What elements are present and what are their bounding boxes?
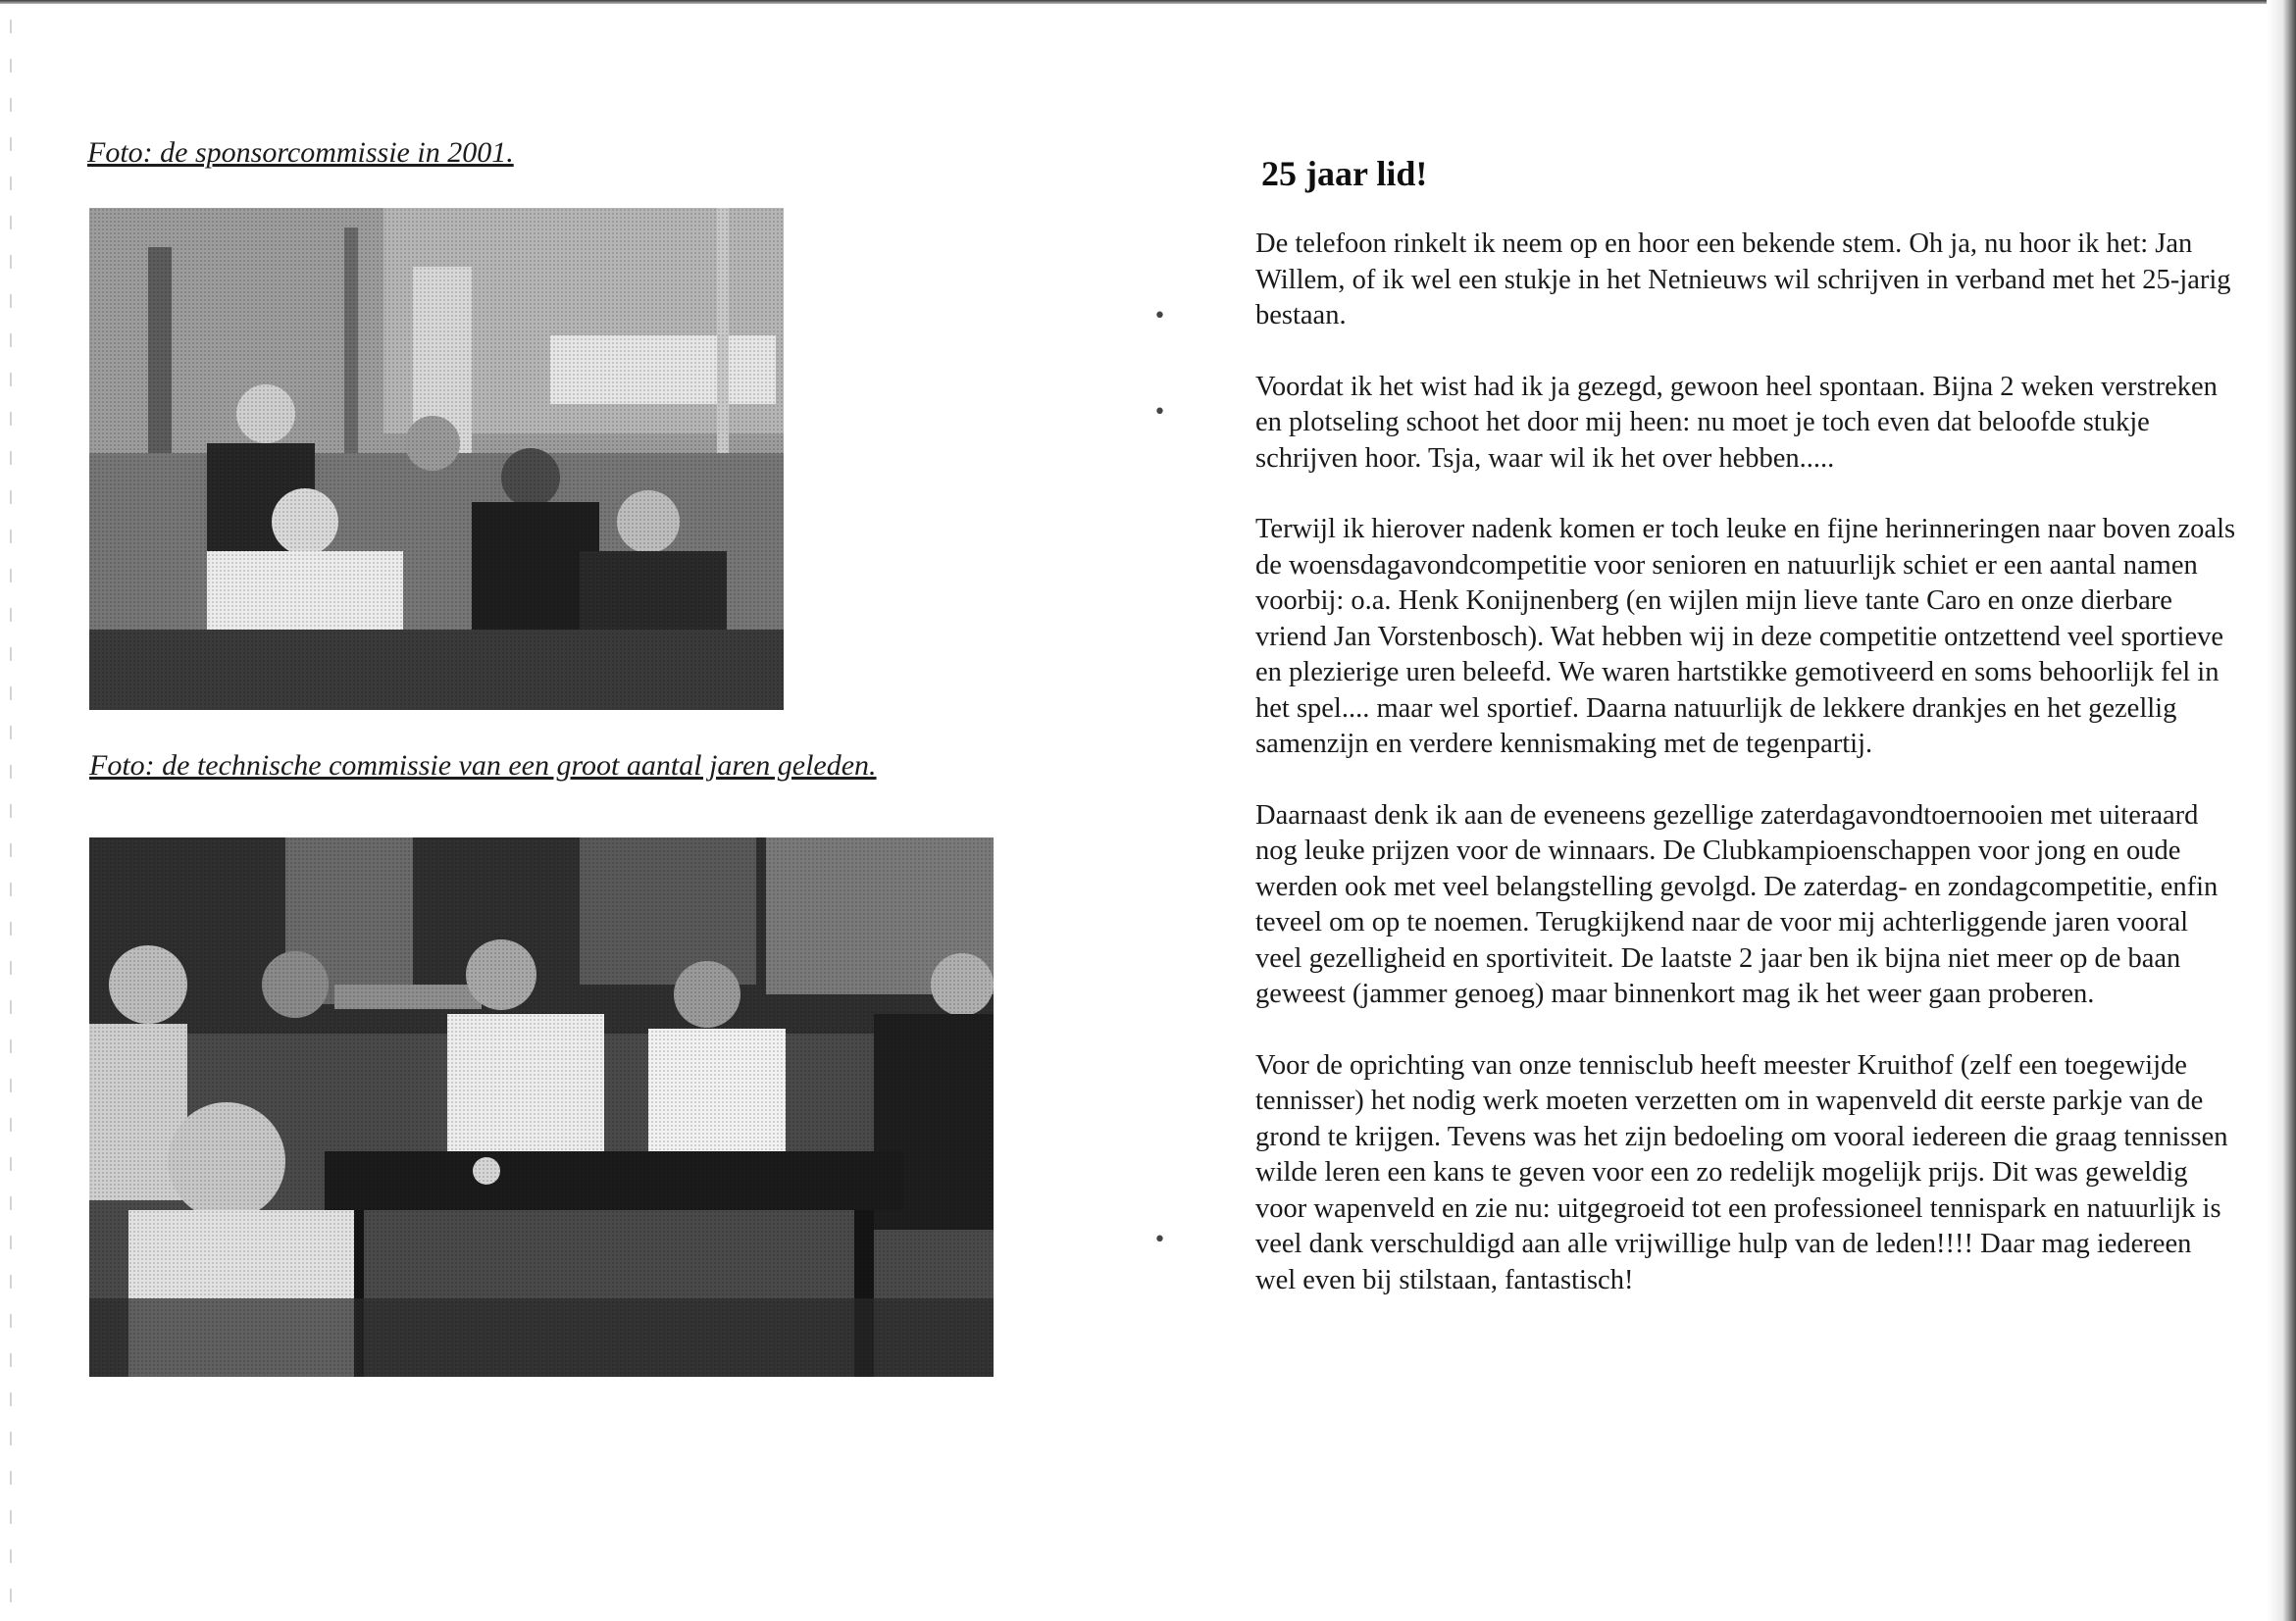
article xyxy=(1255,152,2236,1334)
article-paragraph: Daarnaast denk ik aan de eveneens gezellige zaterdagavondtoernooien met uiteraard nog leuke prijzen voor de winnaars. De Clubkampioenschappen voor jong en oude werden ook met veel belangstelling gevolgd. De zaterdag- en zondagcompetitie, enfin teveel om op te noemen. Terugkijkend naar de voor mij achterliggende jaren vooral veel gezelligheid en sportiviteit. De laatste 2 jaar ben ik bijna niet meer op de baan geweest (jammer genoeg) maar binnenkort mag ik het weer gaan proberen. xyxy=(1255,799,2219,1009)
scan-edge-right xyxy=(2267,0,2296,1621)
photo-sponsorcommissie xyxy=(89,208,784,710)
scan-edge-top xyxy=(0,0,2296,4)
article-paragraph: Voordat ik het wist had ik ja gezegd, gewoon heel spontaan. Bijna 2 weken verstreken en plotseling schoot het door mij heen: nu moet je toch even dat beloofde stukje schrijven hoor. Tsja, waar wil ik het over hebben..... xyxy=(1255,371,2218,474)
article-paragraph: Terwijl ik hierover nadenk komen er toch leuke en fijne herinneringen naar boven zoals de woensdagavondcompetitie voor senioren en natuurlijk schiet er een aantal namen voorbij: o.a. Henk Konijnenberg (en wijlen mijn lieve tante Caro en onze dierbare vriend Jan Vorstenbosch). Wat hebben wij in deze competitie ontzettend veel sportieve en plezierige uren beleefd. We waren hartstikke gemotiveerd en soms behoorlijk fel in het spel.... maar wel sportief. Daarna natuurlijk de lekkere drankjes en het gezellig samenzijn en verdere kennismaking met de tegenpartij. xyxy=(1255,514,2236,759)
article-title: 25 jaar lid! xyxy=(1261,154,1428,193)
article-paragraph: De telefoon rinkelt ik neem op en hoor een bekende stem. Oh ja, nu hoor ik het: Jan Willem, of ik wel een stukje in het Netnieuws wil schrijven in verband met het 25-jarig bestaan. xyxy=(1255,228,2231,330)
photo-caption-sponsorcommissie: Foto: de sponsorcommissie in 2001. xyxy=(87,136,514,169)
scan-edge-left xyxy=(10,20,12,1608)
photo-caption-technische-commissie: Foto: de technische commissie van een groot aantal jaren geleden. xyxy=(89,749,877,782)
scan-mark: • xyxy=(1153,1228,1166,1252)
photo-sponsorcommissie-image xyxy=(89,208,784,710)
article-paragraph: Voor de oprichting van onze tennisclub heeft meester Kruithof (zelf een toegewijde tennisser) het nodig werk moeten verzetten om in wapenveld dit eerste parkje van de grond te krijgen. Tevens was het zijn bedoeling om vooral iedereen die graag tennissen wilde leren een kans te geven voor een zo redelijk mogelijk prijs. Dit was geweldig voor wapenveld en zie nu: uitgegroeid tot een professioneel tennispark en natuurlijk is veel dank verschuldigd aan alle vrijwillige hulp van de leden!!!! Daar mag iedereen wel even bij stilstaan, fantastisch! xyxy=(1255,1049,2228,1295)
photo-technische-commissie xyxy=(89,837,994,1377)
scan-mark: • xyxy=(1153,400,1166,425)
scan-mark: • xyxy=(1153,304,1166,329)
photo-technische-commissie-image xyxy=(89,837,994,1377)
